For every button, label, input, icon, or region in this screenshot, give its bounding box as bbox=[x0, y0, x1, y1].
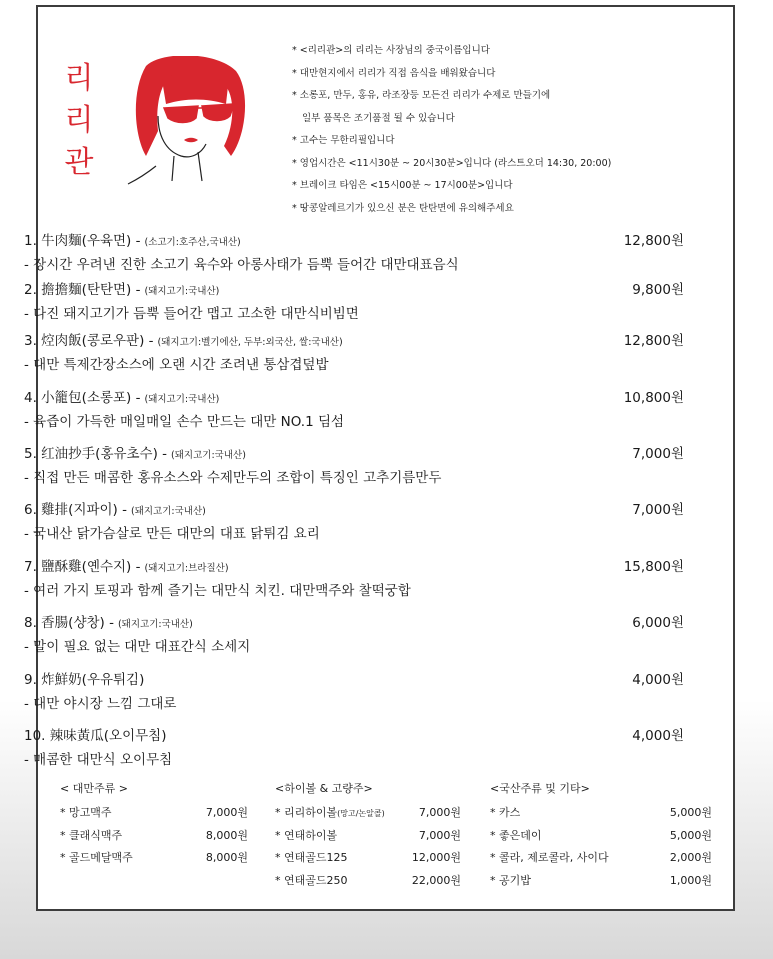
item-desc: - 대만 특제간장소스에 오랜 시간 조려낸 통삼겹덮밥 bbox=[24, 357, 329, 373]
drinks-column-highball bbox=[275, 780, 461, 894]
item-origin: (돼지고기:브라질산) bbox=[144, 563, 229, 574]
item-title: 10. 辣味黃瓜(오이무침) bbox=[24, 728, 167, 744]
logo-glasses bbox=[164, 104, 234, 123]
drink-row bbox=[490, 827, 712, 850]
drink-row bbox=[490, 849, 712, 872]
drink-price: 5,000원 bbox=[669, 828, 712, 842]
drinks-column-domestic bbox=[490, 780, 712, 894]
item-title: 7. 鹽酥雞(옌수지) - bbox=[24, 559, 141, 575]
menu-item bbox=[24, 329, 684, 373]
drink-name: * 연태하이볼 bbox=[275, 828, 338, 842]
drink-name: * 카스 bbox=[490, 806, 521, 819]
drink-row bbox=[60, 827, 248, 850]
drink-price: 1,000원 bbox=[669, 873, 712, 887]
drink-price: 22,000원 bbox=[411, 873, 461, 887]
drinks-column-taiwan bbox=[60, 780, 248, 872]
item-desc: - 매콤한 대만식 오이무침 bbox=[24, 752, 173, 768]
item-desc: - 대만 야시장 느낌 그대로 bbox=[24, 696, 177, 712]
item-desc: - 말이 필요 없는 대만 대표간식 소세지 bbox=[24, 639, 251, 655]
item-origin: (돼지고기:벨기에산, 두부:외국산, 쌀:국내산) bbox=[157, 337, 343, 348]
drink-row bbox=[275, 804, 461, 827]
item-price: 9,800원 bbox=[632, 282, 684, 298]
note-line: * 땅콩알레르기가 있으신 분은 탄탄면에 유의해주세요 bbox=[292, 202, 514, 214]
drinks-header: <국산주류 및 기타> bbox=[490, 782, 590, 795]
item-desc: - 직접 만든 매콤한 홍유소스와 수제만두의 조합이 특징인 고추기름만두 bbox=[24, 470, 442, 486]
drink-row bbox=[490, 804, 712, 827]
drink-price: 7,000원 bbox=[418, 828, 461, 842]
drink-sub: (망고/논알콜) bbox=[337, 809, 385, 818]
drink-name: * 콜라, 제로콜라, 사이다 bbox=[490, 851, 609, 864]
drink-price: 5,000원 bbox=[669, 806, 712, 819]
item-origin: (돼지고기:국내산) bbox=[144, 286, 220, 297]
item-price: 7,000원 bbox=[632, 502, 684, 518]
drink-price: 12,000원 bbox=[411, 851, 461, 864]
logo-lips bbox=[184, 138, 198, 143]
menu-item bbox=[24, 386, 684, 430]
drink-row bbox=[60, 849, 248, 872]
item-origin: (돼지고기:국내산) bbox=[117, 619, 193, 630]
item-title: 8. 香腸(샹창) - bbox=[24, 615, 114, 631]
logo-illustration bbox=[106, 56, 256, 186]
drink-price: 7,000원 bbox=[418, 806, 461, 819]
menu-item bbox=[24, 611, 684, 655]
drink-price: 8,000원 bbox=[205, 851, 248, 864]
drink-row bbox=[490, 872, 712, 895]
item-desc: - 여러 가지 토핑과 함께 즐기는 대만식 치킨. 대만맥주와 찰떡궁합 bbox=[24, 583, 411, 599]
item-origin: (돼지고기:국내산) bbox=[131, 506, 206, 517]
notes-list bbox=[292, 40, 692, 220]
item-desc: - 다진 돼지고기가 듬뿍 들어간 맵고 고소한 대만식비빔면 bbox=[24, 306, 359, 322]
note-line: * 영업시간은 <11시30분 ~ 20시30분>입니다 (라스트오더 14:30, 20:00) bbox=[292, 157, 612, 169]
drink-row bbox=[275, 872, 461, 895]
logo-char: 리 bbox=[64, 61, 94, 96]
drink-price: 8,000원 bbox=[205, 828, 248, 842]
drink-row bbox=[275, 827, 461, 850]
note-line: * 고수는 무한리필입니다 bbox=[292, 135, 395, 146]
drink-name: * 클래식맥주 bbox=[60, 828, 123, 842]
item-title: 9. 炸鮮奶(우유튀김) bbox=[24, 672, 145, 688]
menu-item bbox=[24, 278, 684, 322]
item-price: 15,800원 bbox=[623, 559, 684, 575]
logo-char: 리 bbox=[64, 103, 94, 138]
note-line: * 대만현지에서 리리가 직접 음식을 배워왔습니다 bbox=[292, 67, 496, 79]
drink-name: * 연태골드250 bbox=[275, 873, 348, 887]
item-title: 2. 擔擔麵(탄탄면) - bbox=[24, 282, 141, 298]
item-price: 12,800원 bbox=[623, 233, 684, 249]
item-origin: (돼지고기:국내산) bbox=[171, 450, 246, 461]
item-origin: (소고기:호주산,국내산) bbox=[144, 237, 241, 248]
item-desc: - 장시간 우려낸 진한 소고기 육수와 아롱사태가 듬뿍 들어간 대만대표음식 bbox=[24, 257, 459, 273]
item-price: 4,000원 bbox=[632, 672, 684, 688]
item-desc: - 국내산 닭가슴살로 만든 대만의 대표 닭튀김 요리 bbox=[24, 526, 320, 542]
menu-item bbox=[24, 229, 684, 273]
note-line: * 브레이크 타임은 <15시00분 ~ 17시00분>입니다 bbox=[292, 180, 513, 191]
drink-name: * 공기밥 bbox=[490, 873, 531, 887]
note-line: * 소롱포, 만두, 홍유, 라조장등 모든건 리리가 수제로 만들기에 bbox=[292, 90, 551, 101]
item-title: 6. 雞排(지파이) - bbox=[24, 502, 127, 518]
item-origin: (돼지고기:국내산) bbox=[144, 394, 220, 405]
menu-item bbox=[24, 555, 684, 599]
item-price: 7,000원 bbox=[632, 446, 684, 462]
note-line: * <리리관>의 리리는 사장님의 중국이름입니다 bbox=[292, 45, 490, 56]
menu-item bbox=[24, 498, 684, 542]
item-title: 4. 小籠包(소롱포) - bbox=[24, 390, 141, 406]
menu-item bbox=[24, 668, 684, 712]
drink-name: * 연태골드125 bbox=[275, 851, 348, 864]
drink-name: * 리리하이볼 bbox=[275, 806, 338, 819]
item-price: 10,800원 bbox=[623, 390, 684, 406]
drink-name: * 망고맥주 bbox=[60, 806, 112, 819]
logo-text bbox=[64, 58, 94, 184]
item-price: 6,000원 bbox=[632, 615, 684, 631]
drink-row bbox=[275, 849, 461, 872]
drink-price: 2,000원 bbox=[669, 851, 712, 864]
item-price: 4,000원 bbox=[632, 728, 684, 744]
item-price: 12,800원 bbox=[623, 333, 684, 349]
drink-name: * 골드메달맥주 bbox=[60, 851, 133, 864]
menu-item bbox=[24, 442, 684, 486]
drinks-header: <하이볼 & 고량주> bbox=[275, 782, 373, 795]
item-title: 5. 红油抄手(홍유초수) - bbox=[24, 446, 168, 462]
drink-name: * 좋은데이 bbox=[490, 828, 542, 842]
drink-price: 7,000원 bbox=[205, 806, 248, 819]
drink-row bbox=[60, 804, 248, 827]
menu-item bbox=[24, 724, 684, 768]
note-line: 일부 품목은 조기품절 될 수 있습니다 bbox=[302, 112, 455, 124]
item-title: 3. 焢肉飯(콩로우판) - bbox=[24, 333, 154, 349]
item-desc: - 육즙이 가득한 매일매일 손수 만드는 대만 NO.1 딤섬 bbox=[24, 414, 345, 430]
logo-char: 관 bbox=[64, 145, 94, 180]
item-title: 1. 牛肉麵(우육면) - bbox=[24, 233, 141, 249]
drinks-header: < 대만주류 > bbox=[60, 782, 128, 795]
